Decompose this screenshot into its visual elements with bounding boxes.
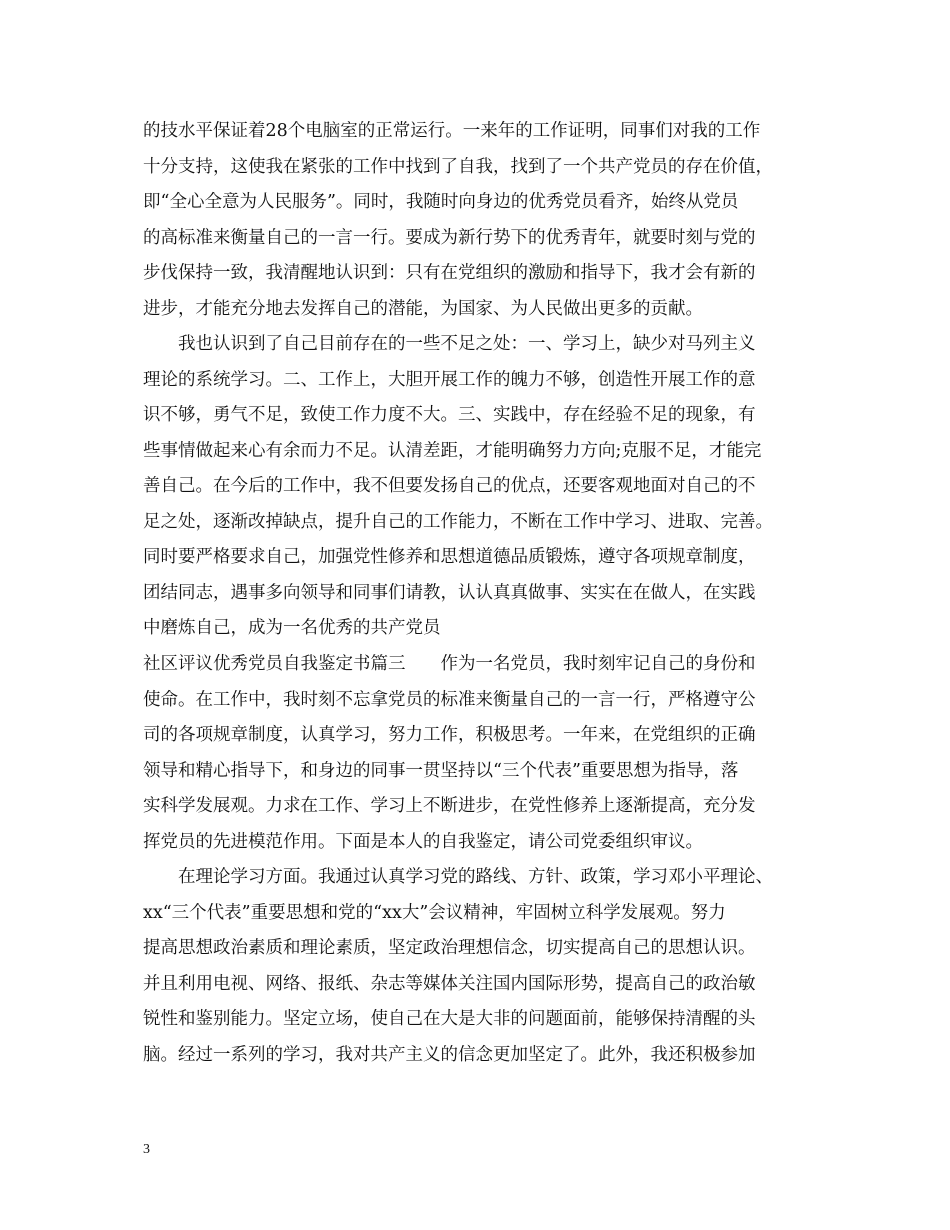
text-line: 步伐保持一致，我清醒地认识到：只有在党组织的激励和指导下，我才会有新的	[143, 263, 756, 283]
text-line: 社区评议优秀党员自我鉴定书篇三 作为一名党员，我时刻牢记自己的身份和	[143, 654, 756, 674]
text-line: 识不够，勇气不足，致使工作力度不大。三、实践中，存在经验不足的现象，有	[143, 405, 756, 425]
text-line: 进步，才能充分地去发挥自己的潜能，为国家、为人民做出更多的贡献。	[143, 299, 703, 319]
text-line: 的高标准来衡量自己的一言一行。要成为新行势下的优秀青年，就要时刻与党的	[143, 228, 756, 248]
text-line: 即“全心全意为人民服务”。同时，我随时向身边的优秀党员看齐，始终从党员	[143, 192, 739, 212]
text-line: 同时要严格要求自己，加强党性修养和思想道德品质锻炼，遵守各项规章制度，	[143, 547, 756, 567]
text-line: 提高思想政治素质和理论素质，坚定政治理想信念，切实提高自己的思想认识。	[143, 938, 756, 958]
text-line: 实科学发展观。力求在工作、学习上不断进步，在党性修养上逐渐提高，充分发	[143, 796, 756, 816]
text-line: 些事情做起来心有余而力不足。认清差距，才能明确努力方向;克服不足，才能完	[143, 441, 762, 461]
text-line: 的技水平保证着28个电脑室的正常运行。一来年的工作证明，同事们对我的工作	[143, 121, 761, 141]
text-line: 使命。在工作中，我时刻不忘拿党员的标准来衡量自己的一言一行，严格遵守公	[143, 690, 756, 710]
text-line: 团结同志，遇事多向领导和同事们请教，认认真真做事、实实在在做人，在实践	[143, 583, 756, 603]
text-line: 司的各项规章制度，认真学习，努力工作，积极思考。一年来，在党组织的正确	[143, 725, 756, 745]
text-line: 理论的系统学习。二、工作上，大胆开展工作的魄力不够，创造性开展工作的意	[143, 370, 756, 390]
text-line: 我也认识到了自己目前存在的一些不足之处：一、学习上，缺少对马列主义	[143, 334, 756, 354]
text-line: 足之处，逐渐改掉缺点，提升自己的工作能力，不断在工作中学习、进取、完善。	[143, 512, 773, 532]
text-line: 中磨炼自己，成为一名优秀的共产党员	[143, 618, 441, 638]
text-line: 十分支持，这使我在紧张的工作中找到了自我，找到了一个共产党员的存在价值，	[143, 157, 773, 177]
text-line: 脑。经过一系列的学习，我对共产主义的信念更加坚定了。此外，我还积极参加	[143, 1045, 756, 1065]
text-line: 善自己。在今后的工作中，我不但要发扬自己的优点，还要客观地面对自己的不	[143, 476, 756, 496]
text-line: 锐性和鉴别能力。坚定立场，使自己在大是大非的问题面前，能够保持清醒的头	[143, 1009, 756, 1029]
text-line: xx“三个代表”重要思想和党的“xx大”会议精神，牢固树立科学发展观。努力	[143, 903, 726, 923]
text-line: 领导和精心指导下，和身边的同事一贯坚持以“三个代表”重要思想为指导，落	[143, 761, 739, 781]
text-line: 在理论学习方面。我通过认真学习党的路线、方针、政策，学习邓小平理论、	[143, 867, 773, 887]
text-line: 并且利用电视、网络、报纸、杂志等媒体关注国内国际形势，提高自己的政治敏	[143, 974, 756, 994]
page-number: 3	[143, 1142, 150, 1157]
text-line: 挥党员的先进模范作用。下面是本人的自我鉴定，请公司党委组织审议。	[143, 832, 703, 852]
